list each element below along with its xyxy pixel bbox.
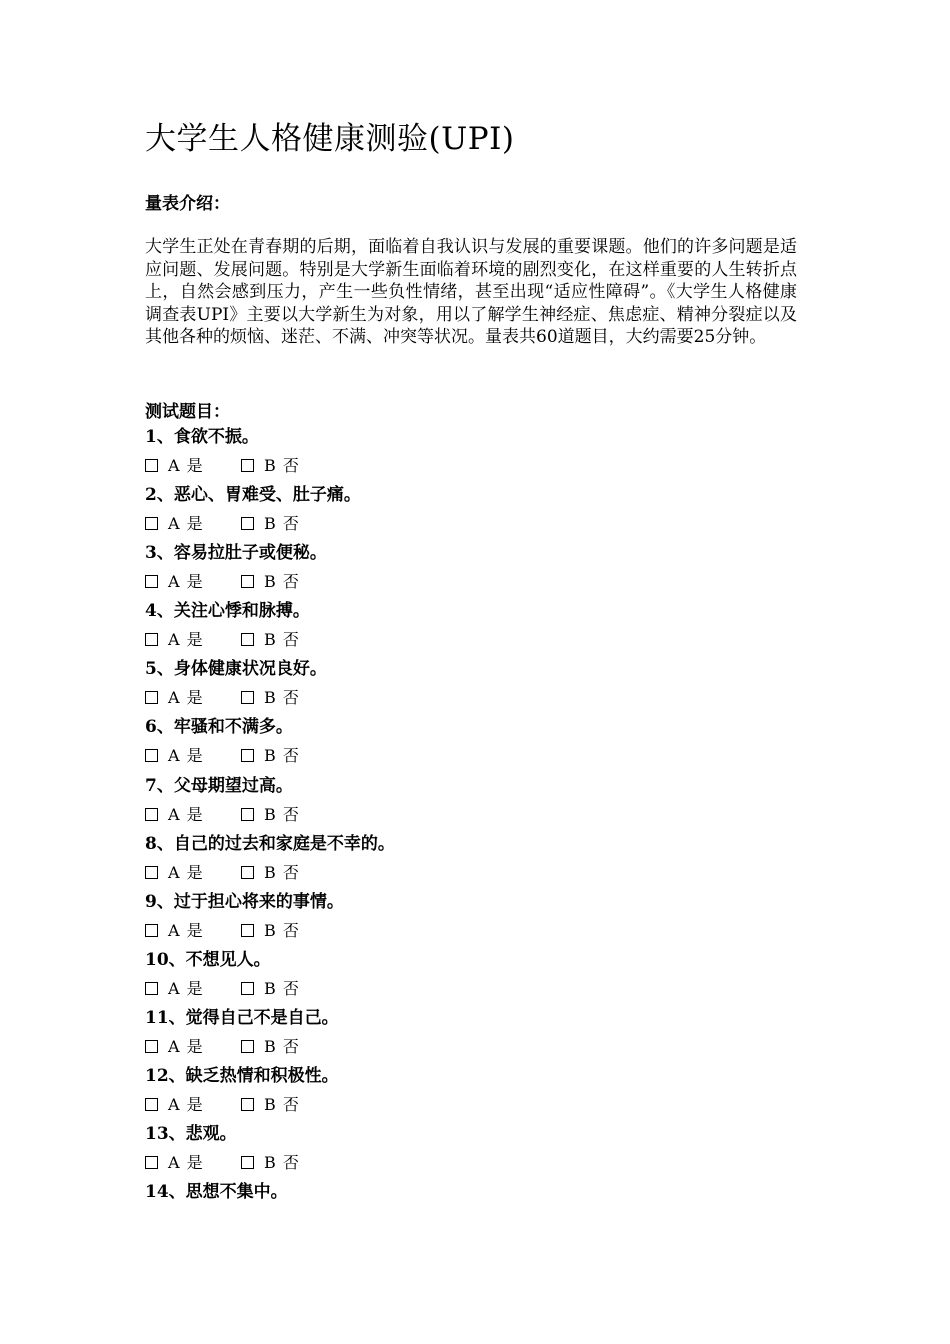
question-text: 9、过于担心将来的事情。 bbox=[145, 891, 344, 912]
answer-option-b[interactable] bbox=[241, 1150, 300, 1176]
answer-option-b[interactable] bbox=[241, 1034, 300, 1060]
option-a-label: A 是 bbox=[168, 1095, 204, 1115]
option-a-label: A 是 bbox=[168, 978, 204, 998]
option-b-label: B 否 bbox=[264, 746, 300, 766]
option-a-label: A 是 bbox=[168, 804, 204, 824]
option-a-label: A 是 bbox=[168, 514, 204, 534]
option-b-checkbox[interactable] bbox=[241, 1040, 254, 1053]
question-item bbox=[145, 482, 805, 540]
option-b-checkbox[interactable] bbox=[241, 1156, 254, 1169]
answer-option-a[interactable] bbox=[145, 685, 204, 711]
option-b-label: B 否 bbox=[264, 978, 300, 998]
answer-option-a[interactable] bbox=[145, 976, 204, 1002]
question-item bbox=[145, 1005, 805, 1063]
answer-option-a[interactable] bbox=[145, 1150, 204, 1176]
question-text: 7、父母期望过高。 bbox=[145, 775, 293, 796]
option-b-label: B 否 bbox=[264, 1036, 300, 1056]
option-a-label: A 是 bbox=[168, 572, 204, 592]
question-text: 3、容易拉肚子或便秘。 bbox=[145, 543, 327, 564]
option-b-checkbox[interactable] bbox=[241, 866, 254, 879]
question-item bbox=[145, 831, 805, 889]
question-text: 8、自己的过去和家庭是不幸的。 bbox=[145, 833, 395, 854]
option-b-checkbox[interactable] bbox=[241, 459, 254, 472]
option-a-checkbox[interactable] bbox=[145, 749, 158, 762]
option-b-label: B 否 bbox=[264, 1095, 300, 1115]
option-b-checkbox[interactable] bbox=[241, 517, 254, 530]
option-a-label: A 是 bbox=[168, 1153, 204, 1173]
question-text: 6、牢骚和不满多。 bbox=[145, 717, 293, 738]
option-b-label: B 否 bbox=[264, 630, 300, 650]
answer-option-b[interactable] bbox=[241, 860, 300, 886]
question-text: 4、关注心悸和脉搏。 bbox=[145, 601, 310, 622]
answer-option-b[interactable] bbox=[241, 627, 300, 653]
option-a-checkbox[interactable] bbox=[145, 459, 158, 472]
answer-option-a[interactable] bbox=[145, 627, 204, 653]
option-a-checkbox[interactable] bbox=[145, 808, 158, 821]
option-a-label: A 是 bbox=[168, 746, 204, 766]
option-a-checkbox[interactable] bbox=[145, 1040, 158, 1053]
option-b-checkbox[interactable] bbox=[241, 691, 254, 704]
option-a-checkbox[interactable] bbox=[145, 866, 158, 879]
answer-option-a[interactable] bbox=[145, 569, 204, 595]
option-b-checkbox[interactable] bbox=[241, 924, 254, 937]
option-a-checkbox[interactable] bbox=[145, 575, 158, 588]
answer-option-a[interactable] bbox=[145, 918, 204, 944]
option-b-checkbox[interactable] bbox=[241, 982, 254, 995]
option-b-label: B 否 bbox=[264, 862, 300, 882]
option-b-label: B 否 bbox=[264, 920, 300, 940]
option-b-checkbox[interactable] bbox=[241, 808, 254, 821]
option-b-label: B 否 bbox=[264, 1153, 300, 1173]
option-a-checkbox[interactable] bbox=[145, 924, 158, 937]
option-a-checkbox[interactable] bbox=[145, 633, 158, 646]
answer-option-b[interactable] bbox=[241, 569, 300, 595]
option-b-label: B 否 bbox=[264, 688, 300, 708]
answer-option-b[interactable] bbox=[241, 685, 300, 711]
question-item bbox=[145, 424, 805, 482]
option-a-checkbox[interactable] bbox=[145, 1098, 158, 1111]
question-item bbox=[145, 1063, 805, 1121]
intro-paragraph: 大学生正处在青春期的后期，面临着自我认识与发展的重要课题。他们的许多问题是适应问题、发展问题。特别是大学新生面临着环境的剧烈变化，在这样重要的人生转折点上，自然会感到压力，产生一些负性情绪，甚至出现“适应性障碍”。《大学生人格健康调查表UPI》主要以大学新生为对象，用以了解学生神经症、焦虑症、精神分裂症以及其他各种的烦恼、迷茫、不满、冲突等状况。量表共60道题目，大约需要25分钟。 bbox=[145, 237, 797, 347]
question-item bbox=[145, 889, 805, 947]
answer-option-b[interactable] bbox=[241, 976, 300, 1002]
answer-option-b[interactable] bbox=[241, 743, 300, 769]
option-a-label: A 是 bbox=[168, 630, 204, 650]
question-text: 11、觉得自己不是自己。 bbox=[145, 1007, 339, 1028]
option-b-label: B 否 bbox=[264, 514, 300, 534]
intro-heading: 量表介绍： bbox=[145, 194, 230, 214]
option-b-checkbox[interactable] bbox=[241, 749, 254, 762]
option-b-label: B 否 bbox=[264, 456, 300, 475]
option-a-checkbox[interactable] bbox=[145, 982, 158, 995]
option-a-label: A 是 bbox=[168, 862, 204, 882]
question-item bbox=[145, 773, 805, 831]
question-item bbox=[145, 656, 805, 714]
question-item bbox=[145, 947, 805, 1005]
option-a-checkbox[interactable] bbox=[145, 517, 158, 530]
option-a-label: A 是 bbox=[168, 1036, 204, 1056]
option-a-label: A 是 bbox=[168, 688, 204, 708]
answer-option-a[interactable] bbox=[145, 1034, 204, 1060]
option-a-checkbox[interactable] bbox=[145, 1156, 158, 1169]
answer-option-a[interactable] bbox=[145, 802, 204, 828]
answer-option-a[interactable] bbox=[145, 860, 204, 886]
question-text: 13、悲观。 bbox=[145, 1124, 237, 1145]
option-a-label: A 是 bbox=[168, 920, 204, 940]
question-item bbox=[145, 540, 805, 598]
answer-option-b[interactable] bbox=[241, 802, 300, 828]
question-text: 14、思想不集中。 bbox=[145, 1182, 288, 1203]
question-item bbox=[145, 1179, 805, 1237]
option-b-checkbox[interactable] bbox=[241, 633, 254, 646]
question-item bbox=[145, 1121, 805, 1179]
answer-option-b[interactable] bbox=[241, 918, 300, 944]
answer-option-b[interactable] bbox=[241, 453, 300, 479]
option-b-checkbox[interactable] bbox=[241, 575, 254, 588]
option-b-label: B 否 bbox=[264, 572, 300, 592]
answer-option-b[interactable] bbox=[241, 511, 300, 537]
answer-option-a[interactable] bbox=[145, 1092, 204, 1118]
question-list bbox=[145, 424, 805, 1237]
question-text: 10、不想见人。 bbox=[145, 949, 271, 970]
question-text: 5、身体健康状况良好。 bbox=[145, 659, 327, 680]
page-title: 大学生人格健康测验(UPI) bbox=[145, 121, 515, 157]
option-b-checkbox[interactable] bbox=[241, 1098, 254, 1111]
answer-option-a[interactable] bbox=[145, 453, 204, 479]
answer-option-a[interactable] bbox=[145, 743, 204, 769]
answer-option-b[interactable] bbox=[241, 1092, 300, 1118]
question-text: 2、恶心、胃难受、肚子痛。 bbox=[145, 485, 361, 506]
question-text: 12、缺乏热情和积极性。 bbox=[145, 1066, 339, 1087]
question-item bbox=[145, 714, 805, 772]
questions-heading: 测试题目： bbox=[145, 402, 230, 422]
option-a-checkbox[interactable] bbox=[145, 691, 158, 704]
option-b-label: B 否 bbox=[264, 804, 300, 824]
question-item bbox=[145, 598, 805, 656]
option-a-label: A 是 bbox=[168, 456, 204, 475]
question-text: 1、食欲不振。 bbox=[145, 427, 259, 447]
answer-option-a[interactable] bbox=[145, 511, 204, 537]
